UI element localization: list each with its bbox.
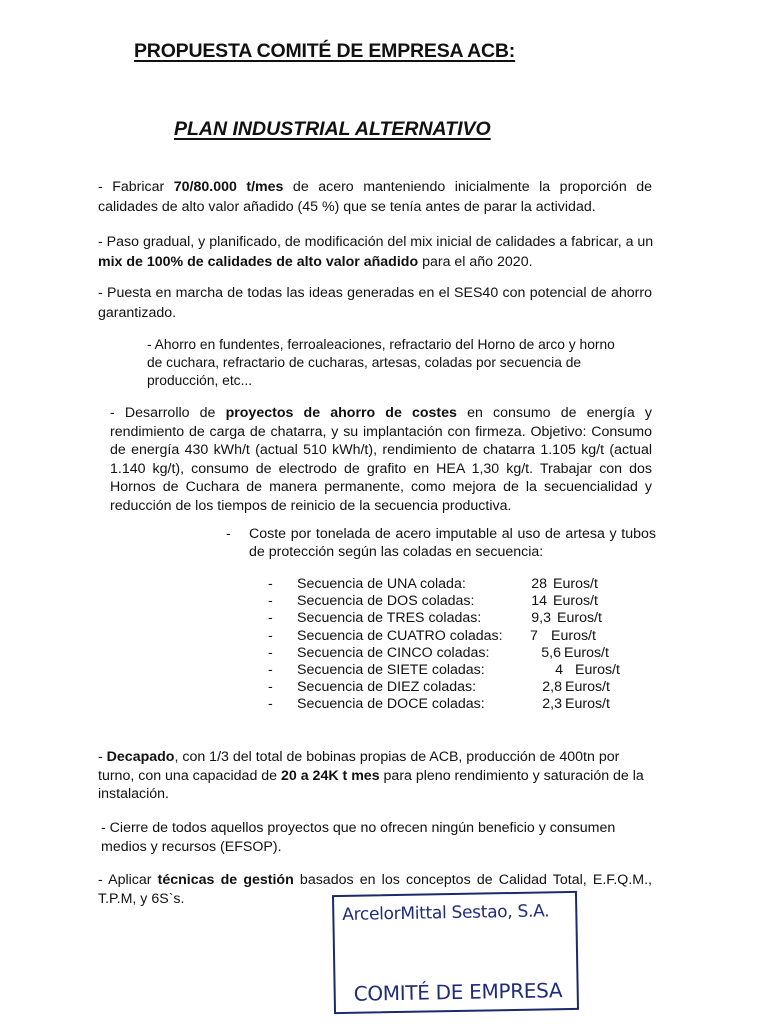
bullet-dash: - bbox=[268, 610, 273, 627]
list-item bbox=[268, 679, 620, 696]
list-item bbox=[268, 645, 620, 662]
item-production-target bbox=[98, 177, 652, 217]
sequence-unit: Euros/t bbox=[565, 696, 610, 713]
item-cost-saving-projects bbox=[110, 404, 652, 515]
list-item bbox=[268, 610, 620, 627]
item-text: - Aplicar bbox=[98, 872, 158, 888]
item-bold-text: Decapado bbox=[106, 749, 175, 765]
list-item bbox=[268, 696, 620, 713]
sequence-label: Secuencia de SIETE coladas: bbox=[297, 662, 485, 679]
bullet-dash: - bbox=[268, 696, 273, 713]
item-text: de acero manteniendo inicialmente la proporción de calidades de alto valor añadido (45 %) que se tenía antes de parar la actividad. bbox=[98, 179, 652, 215]
sequence-value: 2,3 bbox=[542, 696, 562, 713]
item-text: - Puesta en marcha de todas las ideas generadas en el SES40 con potencial de ahorro garantizado. bbox=[98, 285, 652, 321]
item-bold-text: proyectos de ahorro de costes bbox=[225, 405, 457, 421]
sequence-value: 5,6 bbox=[541, 644, 561, 661]
sequence-label: Secuencia de CINCO coladas: bbox=[297, 644, 490, 661]
list-item bbox=[268, 662, 620, 679]
document-subtitle: PLAN INDUSTRIAL ALTERNATIVO bbox=[174, 118, 491, 140]
sequence-unit: Euros/t bbox=[575, 662, 620, 679]
bullet-dash: - bbox=[268, 593, 273, 610]
sequence-label: Secuencia de TRES coladas: bbox=[297, 610, 482, 627]
item-quality-mix bbox=[98, 232, 658, 272]
sequence-unit: Euros/t bbox=[557, 610, 602, 627]
bullet-dash: - bbox=[268, 662, 273, 679]
sequence-label: Secuencia de DIEZ coladas: bbox=[297, 679, 477, 696]
item-text: - Ahorro en fundentes, ferroaleaciones, refractario del Horno de arco y horno de cuchara, refractario de cucharas, artesas, coladas por secuencia de producción, etc... bbox=[147, 337, 615, 388]
company-stamp bbox=[332, 891, 579, 1014]
item-text: , con 1/3 del total de bobinas propias de ACB, producción de 400tn por turno, con una capacidad de bbox=[98, 749, 620, 784]
list-item bbox=[268, 576, 620, 593]
sequence-value: 7 bbox=[530, 627, 538, 644]
item-text: - Paso gradual, y planificado, de modificación del mix inicial de calidades a fabricar, a un bbox=[98, 234, 654, 250]
sequence-label: Secuencia de DOCE coladas: bbox=[297, 696, 485, 713]
bullet-dash: - bbox=[268, 627, 273, 644]
bullet-dash: - bbox=[268, 644, 273, 661]
document-title: PROPUESTA COMITÉ DE EMPRESA ACB: bbox=[134, 40, 516, 62]
sequence-label: Secuencia de DOS coladas: bbox=[297, 593, 475, 610]
sequence-unit: Euros/t bbox=[565, 679, 610, 696]
item-savings-detail bbox=[147, 336, 627, 390]
item-close-projects bbox=[101, 819, 657, 857]
stamp-company-name: ArcelorMittal Sestao, S.A. bbox=[342, 901, 550, 925]
sequence-unit: Euros/t bbox=[553, 576, 598, 592]
item-bold-text: técnicas de gestión bbox=[157, 872, 294, 888]
sequence-label: Secuencia de CUATRO coladas: bbox=[297, 627, 503, 644]
sequence-value: 28 bbox=[531, 576, 547, 592]
item-decapado bbox=[98, 748, 658, 804]
item-text: - bbox=[98, 749, 107, 765]
item-cost-per-ton bbox=[226, 525, 656, 561]
sequence-unit: Euros/t bbox=[553, 593, 598, 610]
item-bold-text: mix de 100% de calidades de alto valor añadido bbox=[98, 254, 419, 270]
item-bold-text: 20 a 24K t mes bbox=[281, 767, 380, 784]
item-ses40-ideas bbox=[98, 283, 652, 323]
sequence-value: 4 bbox=[555, 662, 563, 679]
item-text: - Fabricar bbox=[98, 179, 174, 195]
item-text: para el año 2020. bbox=[418, 254, 533, 270]
sequence-value: 2,8 bbox=[542, 679, 562, 696]
sequence-value: 9,3 bbox=[531, 610, 551, 627]
sequence-unit: Euros/t bbox=[551, 627, 596, 644]
item-text: - Desarrollo de bbox=[110, 405, 226, 421]
bullet-dash: - bbox=[268, 679, 273, 696]
sequence-value: 14 bbox=[531, 593, 547, 610]
bullet-dash: - bbox=[268, 576, 273, 592]
item-text: para pleno rendimiento y saturación de la instalación. bbox=[98, 767, 644, 802]
item-bold-text: 70/80.000 t/mes bbox=[173, 179, 284, 195]
list-item bbox=[268, 628, 620, 645]
item-text: Coste por tonelada de acero imputable al uso de artesa y tubos de protección según las coladas en secuencia: bbox=[249, 526, 656, 560]
stamp-committee: COMITÉ DE EMPRESA bbox=[353, 978, 563, 1006]
sequence-label: Secuencia de UNA colada: bbox=[297, 576, 466, 592]
sequence-cost-list bbox=[268, 576, 620, 714]
sequence-unit: Euros/t bbox=[564, 644, 609, 661]
bullet-dash: - bbox=[226, 526, 231, 542]
item-text: - Cierre de todos aquellos proyectos que no ofrecen ningún beneficio y consumen medios y recursos (EFSOP). bbox=[101, 820, 616, 855]
item-text: en consumo de energía y rendimiento de carga de chatarra, y su implantación con firmeza. Objetivo: Consumo de energía 430 kWh/t (actual 510 kWh/t), rendimiento de chatarra 1.105 kg/t (actual 1.140 kg/t), consumo de electrodo de grafito en HEA 1,30 kg/t. Trabajar con dos Hornos de Cuchara de manera permanente, como mejora de la secuencialidad y reducción de los tiempos de reinicio de la secuencia productiva. bbox=[110, 405, 652, 514]
item-text: basados en los conceptos de Calidad Total, E.F.Q.M., T.P.M, y 6S`s. bbox=[98, 872, 652, 907]
list-item bbox=[268, 593, 620, 610]
